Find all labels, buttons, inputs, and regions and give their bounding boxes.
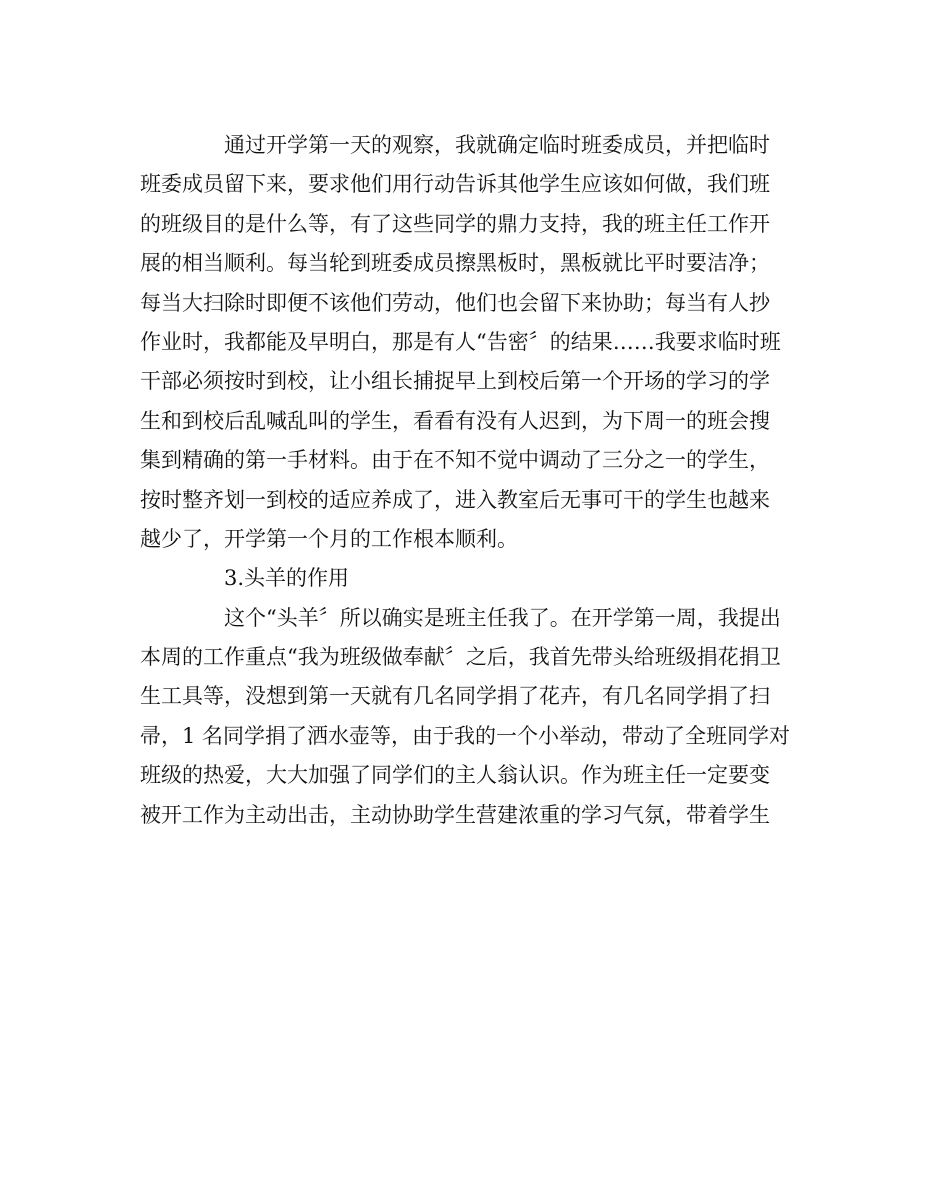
text-line: 越少了，开学第一个月的工作根本顺利。	[140, 526, 518, 551]
text-line: 生和到校后乱喊乱叫的学生，看看有没有人迟到，为下周一的班会搜	[140, 408, 770, 433]
text-line: 生工具等，没想到第一天就有几名同学捐了花卉，有几名同学捐了扫	[140, 684, 770, 709]
text-line: 集到精确的第一手材料。由于在不知不觉中调动了三分之一的学生，	[140, 448, 770, 473]
text-line: 的班级目的是什么等，有了这些同学的鼎力支持，我的班主任工作开	[140, 211, 770, 236]
text-line: 这个“头羊〞所以确实是班主任我了。在开学第一周，我提出	[224, 605, 781, 630]
text-line: 本周的工作重点“我为班级做奉献〞之后，我首先带头给班级捐花捐卫	[140, 645, 781, 670]
text-line: 被开工作为主动出击，主动协助学生营建浓重的学习气氛，带着学生	[140, 802, 770, 827]
text-line: 展的相当顺利。每当轮到班委成员擦黑板时，黑板就比平时要洁净；	[140, 251, 770, 276]
body-text	[140, 126, 812, 835]
text-line: 班委成员留下来，要求他们用行动告诉其他学生应该如何做，我们班	[140, 172, 770, 197]
text-line: 干部必须按时到校，让小组长捕捉早上到校后第一个开场的学习的学	[140, 369, 770, 394]
text-line: 每当大扫除时即便不该他们劳动，他们也会留下来协助；每当有人抄	[140, 290, 770, 315]
text-line: 按时整齐划一到校的适应养成了，进入教室后无事可干的学生也越来	[140, 487, 770, 512]
text-line: 通过开学第一天的观察，我就确定临时班委成员，并把临时	[224, 133, 770, 157]
text-line: 帚，1 名同学捐了洒水壶等，由于我的一个小举动，带动了全班同学对	[140, 723, 791, 748]
text-line: 班级的热爱，大大加强了同学们的主人翁认识。作为班主任一定要变	[140, 763, 770, 788]
text-line: 3.头羊的作用	[224, 566, 350, 591]
text-line: 作业时，我都能及早明白，那是有人“告密〞的结果……我要求临时班	[140, 329, 781, 354]
